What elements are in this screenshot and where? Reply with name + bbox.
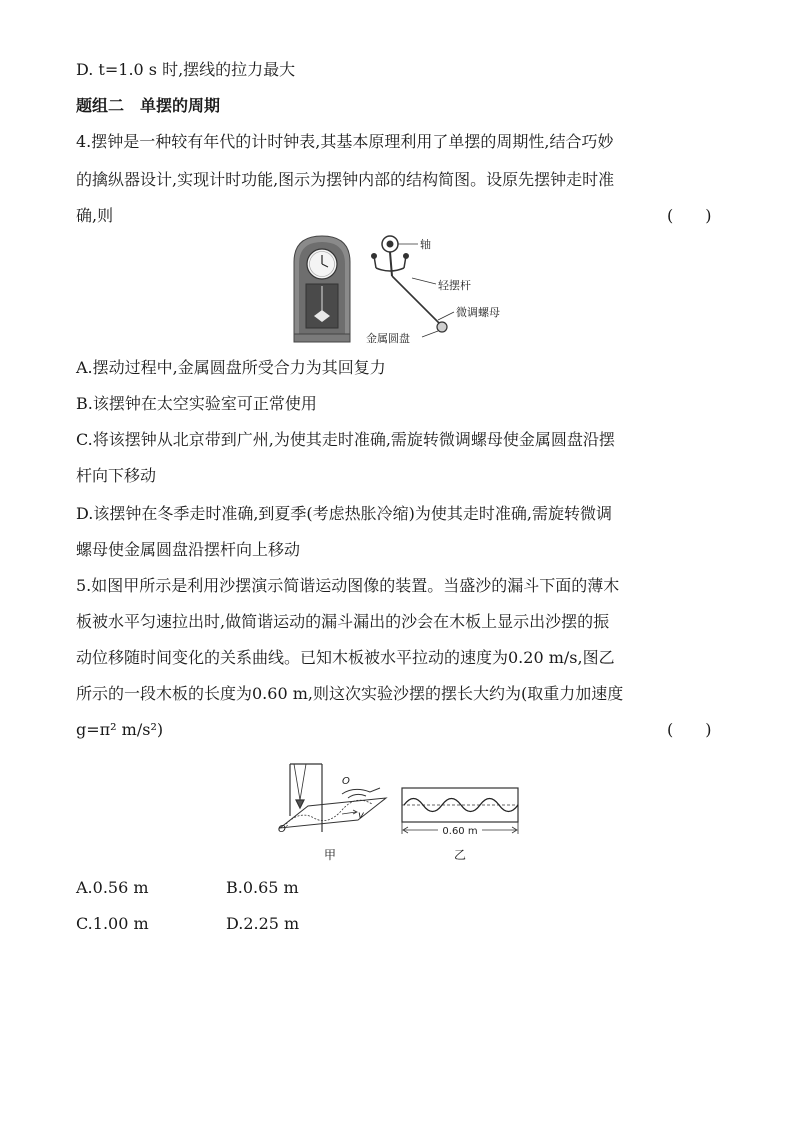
label-metal-disk: 金属圆盘 — [366, 332, 410, 345]
q5-option-a: A.0.56 m — [76, 878, 149, 897]
label-fine-tuning-nut: 微调螺母 — [456, 306, 500, 319]
q4-stem-line-1: 4.摆钟是一种较有年代的计时钟表,其基本原理利用了单摆的周期性,结合巧妙 — [76, 132, 614, 151]
q4-stem-line-2: 的擒纵器设计,实现计时功能,图示为摆钟内部的结构简图。设原先摆钟走时准 — [76, 170, 615, 189]
q5-answer-paren: ( ) — [667, 720, 712, 739]
point-o-top: O — [342, 776, 350, 787]
q4-option-b: B.该摆钟在太空实验室可正常使用 — [76, 394, 317, 413]
board-length-label: 0.60 m — [442, 826, 478, 837]
q5-stem-line-2: 板被水平匀速拉出时,做简谐运动的漏斗漏出的沙会在木板上显示出沙摆的振 — [76, 612, 610, 631]
label-axis: 轴 — [420, 238, 431, 251]
group-heading: 题组二 单摆的周期 — [76, 96, 221, 115]
q4-option-d-line-2: 螺母使金属圆盘沿摆杆向上移动 — [76, 540, 301, 559]
q5-stem-line-4: 所示的一段木板的长度为0.60 m,则这次实验沙摆的摆长大约为(取重力加速度 — [76, 684, 624, 703]
q4-stem-line-3: 确,则 — [76, 206, 114, 225]
clock-illustration — [294, 236, 350, 342]
point-o-bottom: O′ — [278, 824, 289, 834]
q5-option-b: B.0.65 m — [226, 878, 299, 897]
q3-option-d: D. t=1.0 s 时,摆线的拉力最大 — [76, 60, 296, 79]
figure-yi-caption: 乙 — [454, 848, 467, 862]
q4-option-a: A.摆动过程中,金属圆盘所受合力为其回复力 — [76, 358, 386, 377]
q4-answer-paren: ( ) — [667, 206, 712, 225]
q5-stem-line-5: g=π² m/s²) — [76, 720, 164, 739]
label-light-rod: 轻摆杆 — [438, 279, 471, 292]
pendulum-clock-figure — [292, 234, 512, 346]
velocity-label: v — [358, 810, 364, 821]
q5-option-d: D.2.25 m — [226, 914, 300, 933]
q5-stem-line-3: 动位移随时间变化的关系曲线。已知木板被水平拉动的速度为0.20 m/s,图乙 — [76, 648, 615, 667]
sand-pendulum-apparatus-figure — [278, 758, 398, 834]
board-trace-figure — [400, 786, 522, 840]
q4-option-c-line-1: C.将该摆钟从北京带到广州,为使其走时准确,需旋转微调螺母使金属圆盘沿摆 — [76, 430, 615, 449]
q4-option-c-line-2: 杆向下移动 — [76, 466, 157, 485]
figure-jia-caption: 甲 — [324, 848, 337, 862]
q5-stem-line-1: 5.如图甲所示是利用沙摆演示简谐运动图像的装置。当盛沙的漏斗下面的薄木 — [76, 576, 620, 595]
q4-option-d-line-1: D.该摆钟在冬季走时准确,到夏季(考虑热胀冷缩)为使其走时准确,需旋转微调 — [76, 504, 613, 523]
q5-option-c: C.1.00 m — [76, 914, 149, 933]
